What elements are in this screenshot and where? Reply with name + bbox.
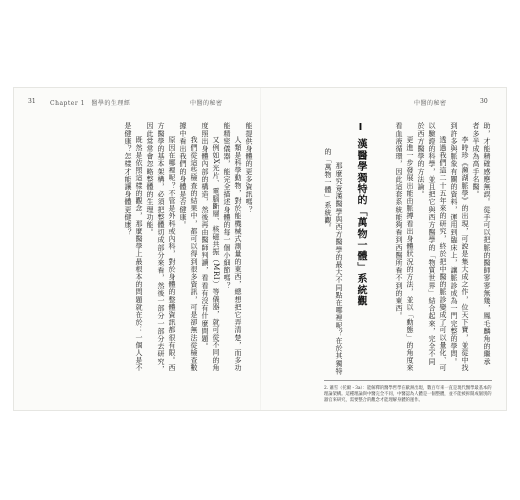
paragraph: 人類是科學動物，對於能機械式測量的東西，總想把它弄清楚，而多功能精密儀器，能完全描述身體的每一個小細節嗎？: [223, 122, 242, 372]
footnote: 2. 蕭雪（托爾・3a）：能解釋的醫學哲學在歐洲出現，數百年來一直是現代醫學最基本的理論架構。這種理論與中醫完全不同，中醫認為人體是一個整體，並不能被拆開成個別的器官來研究，需要整合的觀念才能理解身體的運作。: [324, 386, 492, 403]
paragraph: 既然是依照這樣的觀念，那麼醫學上最根本的問題就在於：一個人是不是健康？怎樣才能讓身體更健康？: [124, 122, 143, 372]
paragraph: 李時珍《瀕湖脈學》的出現，可說是集大成之作，位天下寶，並從中找到許多與脈象有關的資料，運用到臨床上，讓脈診成為一門完整的學問。: [450, 122, 469, 372]
paragraph: 我們從這些檢查的結果中，都可以得到很多資訊，可是卻無法從檢查數據中看出我們的身體是否健康。: [179, 122, 198, 372]
paragraph: 又例如X光片、電腦斷層、核磁共振（MRI）等儀器，就可從不同的角度照出身體內部的構造，然後再由醫師判讀，看看有沒有什麼問題。: [201, 122, 220, 372]
section-heading: Ⅰ 漢醫學獨特的「萬物一體」系統觀: [355, 122, 366, 307]
paragraph: 助，才能精確感應無誤。從手可以把脈的醫師寥寥無幾，鳳毛麟角的繼承者多半成為高手名醫。: [472, 122, 491, 366]
footnote-rule: [324, 380, 492, 381]
right-running-head: 中醫的秘密: [414, 100, 447, 107]
left-page-number: 31: [28, 98, 36, 105]
left-running-head: Chapter 1 醫學的生理經: [50, 100, 131, 107]
book-gutter: [260, 88, 261, 410]
paragraph: 那麼究竟漢醫學與西方醫學的最大不同點在哪裡呢？在於其獨特的「萬物一體」系統觀。: [324, 148, 343, 375]
book-spread: [14, 88, 506, 410]
paragraph: 更進一步發展出能由脈搏看出身體狀況的方法，並以「動態」的角度來看血液循環，因此這套系統能夠看到西醫所看不到的東西。: [395, 122, 414, 372]
left-page-title: 中醫的秘密: [190, 100, 223, 107]
right-page-body-top: [374, 122, 492, 372]
left-page-body: [30, 122, 254, 378]
paragraph: 透過我們這二十五年來的研究，終於把中醫的脈診變成了可以量化、可以驗證的科學，並且把它與西方醫學的「物質世界」結合起來，完全不同於西方醫學的方法論。: [417, 122, 447, 372]
paragraph: 原因在哪裡呢？不管是外科或內科，對於身體的整體資訊都很有限。西方醫學的基本架構，必須把整體切成部分來看，然後一部分一部分去研究，因此常常會忽略整體的生理功能。: [146, 122, 176, 373]
right-page-number: 30: [480, 98, 488, 105]
right-page-body-bottom: [310, 148, 344, 378]
paragraph: 能提供身體的更多資訊嗎？: [245, 122, 253, 214]
